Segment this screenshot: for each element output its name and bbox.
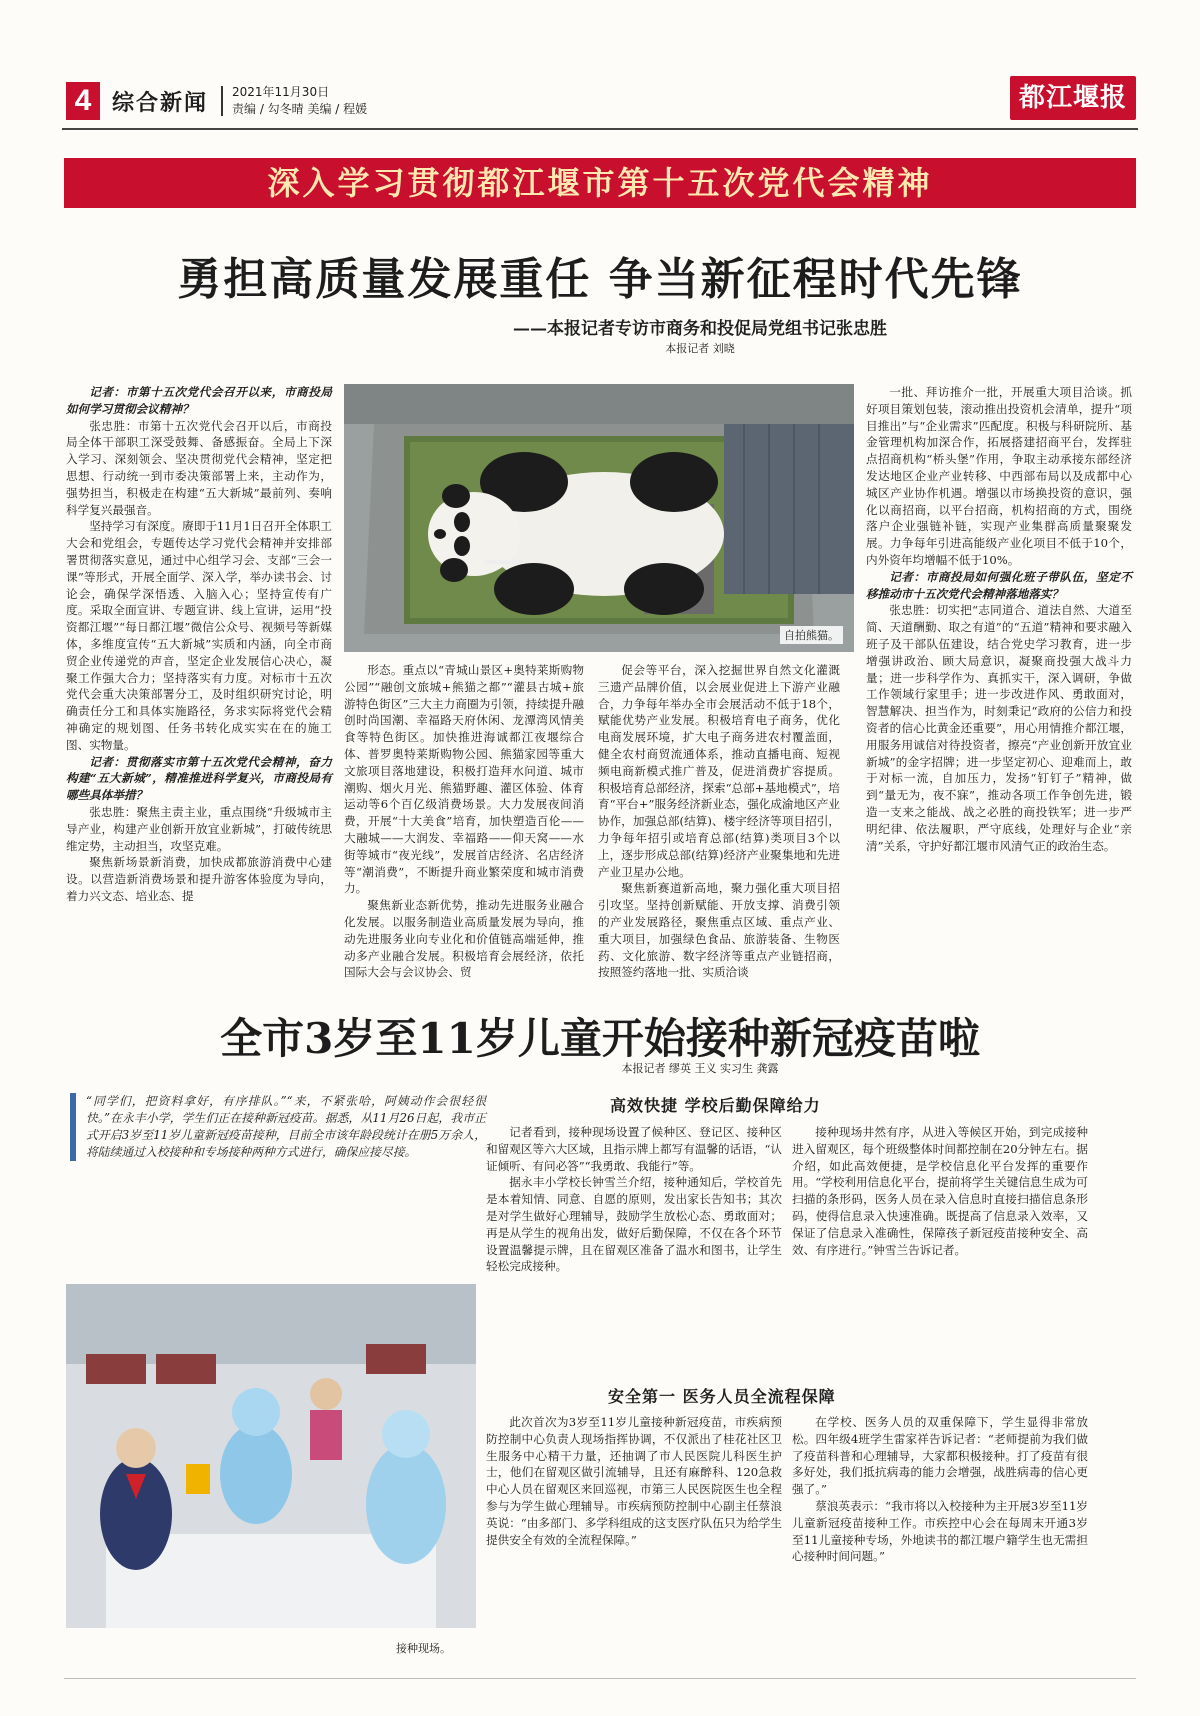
article1-col1-paragraph: 坚持学习有深度。赓即于11月1日召开全体职工大会和党组会，专题传达学习党代会精神并安排部署贯彻落实意见，通过中心组学习会、支部“三会一课”等形式，开展全面学、深入学，举办读书会、讨论会，确保学深悟透、入脑入心；坚持宣传有广度。采取全面宣讲、专题宣讲、线上宣讲，运用“投资都江堰”“每日都江堰”微信公众号、视频号等新媒体，多维度宣传“五大新城”实质和内涵，向全市商贸企业传递党的声音，坚定企业发展信心决心，凝聚工作强大合力；坚持落实有力度。对标市十五次党代会重大决策部署分工，及时组织研究讨论，明确责任分工和具体实施路径，务求实际将党代会精神确定的规划图、任务书转化成实实在在的施工图、实物量。 <box>66 519 332 752</box>
masthead-divider <box>221 86 223 116</box>
section1-title: 高效快捷 学校后勤保障给力 <box>610 1096 821 1115</box>
section2-col2-paragraph: 蔡浪英表示：“我市将以入校接种为主开展3岁至11岁儿童新冠疫苗接种工作。市疾控中心会在每周末开通3岁至11儿童接种专场，外地读书的都江堰户籍学生也无需担心接种时间问题。” <box>792 1498 1088 1564</box>
section1-column-1 <box>486 1124 782 1275</box>
section1-col2-paragraph: 接种现场井然有序，从进入等候区开始，到完成接种进入留观区，每个班级整体时间都控制在20分钟左右。据介绍，如此高效便捷，是学校信息化平台发挥的重要作用。“学校利用信息化平台，提前将学生关键信息生成为可扫描的条形码，医务人员在录入信息时直接扫描信息条形码，使得信息录入快速准确。既提高了信息录入效率，又保证了信息录入准确性，保障孩子新冠疫苗接种安全、高效、有序进行。”钟雪兰告诉记者。 <box>792 1125 1088 1257</box>
editors: 责编 / 勾冬晴 美编 / 程媛 <box>232 102 368 116</box>
panda-photo-caption: 自拍熊猫。 <box>780 626 843 644</box>
article1-col3-paragraph: 促会等平台，深入挖掘世界自然文化灌溉三遗产品牌价值，以会展业促进上下游产业融合，力争每年举办全市会展活动不低于18个，赋能优势产业发展。积极培育电子商务，优化电商发展环境，扩大电子商务进农村覆盖面，健全农村商贸流通体系，推动直播电商、短视频电商新模式推广普及，促进消费扩容提质。积极培育总部经济，探索“总部+基地模式”，培育“平台+”服务经济新业态，强化成渝地区产业协作，加强总部(结算)、楼宇经济等项目招引，力争每年招引或培育总部(结算)类项目3个以上，逐步形成总部(结算)经济产业聚集地和先进产业卫星办公地。 <box>598 663 840 879</box>
article1-subhead: ——本报记者专访市商务和投促局党组书记张忠胜 <box>513 319 887 339</box>
section1-col1-paragraph: 记者看到，接种现场设置了候种区、登记区、接种区和留观区等六大区域，且指示牌上都写有温馨的话语，“认证倾听、有问必答”“我勇敢、我能行”等。 <box>486 1125 782 1173</box>
section2-col2-paragraph: 在学校、医务人员的双重保障下，学生显得非常放松。四年级4班学生雷家祥告诉记者：“老师提前为我们做了疫苗科普和心理辅导，大家都积极接种。打了疫苗有很多好处，我们抵抗病毒的能力会增强，战胜病毒的信心更强了。” <box>792 1415 1088 1497</box>
page-number: 4 <box>66 82 100 120</box>
section-name: 综合新闻 <box>112 91 209 116</box>
newspaper-logo: 都江堰报 <box>1010 76 1136 120</box>
section1-col1-paragraph: 据永丰小学校长钟雪兰介绍，接种通知后，学校首先是本着知情、同意、自愿的原则，发出家长告知书；其次是对学生做好心理辅导，鼓励学生放松心态、勇敢面对；再是从学生的视角出发，做好后勤保障，不仅在各个环节设置温馨提示牌，且在留观区准备了温水和图书，让学生轻松完成接种。 <box>486 1175 782 1274</box>
article1-column-3 <box>598 662 840 981</box>
article1-col1-paragraph: 聚焦新场景新消费，加快成都旅游消费中心建设。以营造新消费场景和提升游客体验度为导向，着力兴文态、培业态、提 <box>66 855 332 903</box>
article2-byline: 本报记者 缪英 王义 实习生 龚露 <box>621 1062 779 1075</box>
vaccination-scene-illustration <box>66 1284 476 1628</box>
article1-col2-paragraph: 形态。重点以“青城山景区+奥特莱斯购物公园”“融创文旅城+熊猫之都”“灌县古城+旅游特色街区”三大主力商圈为引领，持续提升融创时尚国潮、幸福路天府休闲、龙潭湾风情美食等特色街区。加快推进海诚都江夜堰综合体、普罗奥特莱斯购物公园、熊猫家园等重大文旅项目落地建设，积极打造拜水问道、城市潮购、烟火月光、熊猫野趣、灌区体验、体育运动等6个百亿级消费场景。大力发展夜间消费，开展“十大美食”培育，加快塑造百伦——大融城——大润发、幸福路——仰天窝——水街等城市“夜光线”，发展首店经济、名店经济等“潮消费”，不断提升商业繁荣度和城市消费力。 <box>344 663 584 896</box>
article1-col1-paragraph: 记者：贯彻落实市第十五次党代会精神，奋力构建“五大新城”，精准推进科学复兴，市商投局有哪些具体举措？ <box>66 754 332 803</box>
section1-column-2 <box>792 1124 1088 1258</box>
vaccination-photo-caption: 接种现场。 <box>396 1642 451 1655</box>
section2-column-2 <box>792 1414 1088 1565</box>
issue-date: 2021年11月30日 <box>232 85 330 99</box>
panda-lawn-illustration <box>344 384 854 652</box>
theme-banner: 深入学习贯彻都江堰市第十五次党代会精神 <box>64 158 1136 208</box>
article1-column-1 <box>66 384 332 905</box>
article1-col4-paragraph: 记者：市商投局如何强化班子带队伍，坚定不移推动市十五次党代会精神落地落实？ <box>866 569 1132 601</box>
article1-col2-paragraph: 聚焦新业态新优势，推动先进服务业融合化发展。以服务制造业高质量发展为导向，推动先进服务业向专业化和价值链高端延伸，推动多产业融合发展。积极培育会展经济，依托国际大会与会议协会、贸 <box>344 898 584 980</box>
vaccination-photo <box>66 1284 476 1628</box>
panda-photo <box>344 384 854 652</box>
article1-col3-paragraph: 聚焦新赛道新高地，聚力强化重大项目招引攻坚。坚持创新赋能、开放支撑、消费引领的产业发展路径，聚焦重点区域、重点产业、重大项目，加强绿色食品、旅游装备、生物医药、文化旅游、数字经济等重点产业链招商，按照签约落地一批、实质洽谈 <box>598 881 840 980</box>
section2-col1-paragraph: 此次首次为3岁至11岁儿童接种新冠疫苗，市疾病预防控制中心负责人现场指挥协调，不仅派出了桂花社区卫生服务中心精干力量，还抽调了市人民医院儿科医生护士，他们在留观区做引流辅导，且还有麻醉科、120急救中心人员在留观区来回巡视，市第三人民医院医生也全程参与为学生做心理辅导。市疾病预防控制中心副主任蔡浪英说：“由多部门、多学科组成的这支医疗队伍只为给学生提供安全有效的全流程保障。” <box>486 1415 782 1547</box>
article1-byline: 本报记者 刘晓 <box>665 342 735 355</box>
footer-rule <box>64 1678 1136 1679</box>
article1-col1-paragraph: 张忠胜：市第十五次党代会召开以后，市商投局全体干部职工深受鼓舞、备感振奋。全局上下深入学习、深刻领会、坚决贯彻党代会精神，坚定把思想、行动统一到市委决策部署上来，主动作为，强势担当，积极走在构建“五大新城”最前列、奏响科学复兴最强音。 <box>66 418 332 517</box>
article1-column-4 <box>866 384 1132 854</box>
section2-title: 安全第一 医务人员全流程保障 <box>608 1387 836 1406</box>
article1-column-2 <box>344 662 584 981</box>
article2-lead: “同学们，把资料拿好，有序排队。”“来，不紧张哈，阿姨动作会很轻很快。”在永丰小学，学生们正在接种新冠疫苗。据悉，从11月26日起，我市正式开启3岁至11岁儿童新冠疫苗接种，目前全市该年龄段统计在册5万余人，将陆续通过入校接种和专场接种两种方式进行，确保应接尽接。 <box>70 1093 486 1161</box>
article1-col4-paragraph: 张忠胜：切实把“志同道合、道法自然、大道至简、天道酬勤、取之有道”的“五道”精神和要求融入班子及干部队伍建设，结合党史学习教育，进一步增强讲政治、顾大局意识，凝聚商投强大战斗力量；进一步科学作为、真抓实干，深入调研，争做工作领域行家里手；进一步改进作风、勇敢面对，智慧解决、担当作为，时刻秉记“政府的公信力和投资者的信心比黄金还重要”，用心用情推介都江堰，用服务用诚信对待投资者，擦亮“产业创新开放宜业新城”的金字招牌；进一步坚定初心、迎难而上，敢于对标一流，自加压力，发扬“钉钉子”精神，做到“量无为，夜不寐”，推动各项工作争创先进，锻造一支来之能战、战之必胜的商投铁军；进一步严明纪律、依法履职，严守底线，处理好与企业“亲清”关系，守护好都江堰市风清气正的政治生态。 <box>866 603 1132 853</box>
dateline <box>232 84 367 118</box>
article1-col4-paragraph: 一批、拜访推介一批，开展重大项目洽谈。抓好项目策划包装，滚动推出投资机会清单，提升“项目推出”与“企业需求”匹配度。积极与科研院所、基金管理机构加深合作，拓展搭建招商平台，发挥驻点招商机构“桥头堡”作用，争取主动承接东部经济发达地区企业产业转移、中西部布局以及成都中心城区产业协作机遇。增强以市场换投资的意识，强化以商招商，以平台招商，机构招商的方式，围绕落户企业强链补链，实现产业集群高质量聚聚发展。力争每年引进高能级产业化项目不低于10个，内外资年均增幅不低于10%。 <box>866 385 1132 567</box>
article1-col1-paragraph: 记者：市第十五次党代会召开以来，市商投局如何学习贯彻会议精神？ <box>66 385 332 416</box>
masthead-rule <box>62 128 1138 130</box>
article1-col1-paragraph: 张忠胜：聚焦主责主业，重点围绕“升级城市主导产业，构建产业创新开放宜业新城”，打破传统思维定势，主动担当，攻坚克难。 <box>66 804 332 853</box>
article2-headline: 全市3岁至11岁儿童开始接种新冠疫苗啦 <box>220 1014 980 1063</box>
article1-headline: 勇担高质量发展重任 争当新征程时代先锋 <box>177 254 1023 305</box>
section2-column-1 <box>486 1414 782 1548</box>
